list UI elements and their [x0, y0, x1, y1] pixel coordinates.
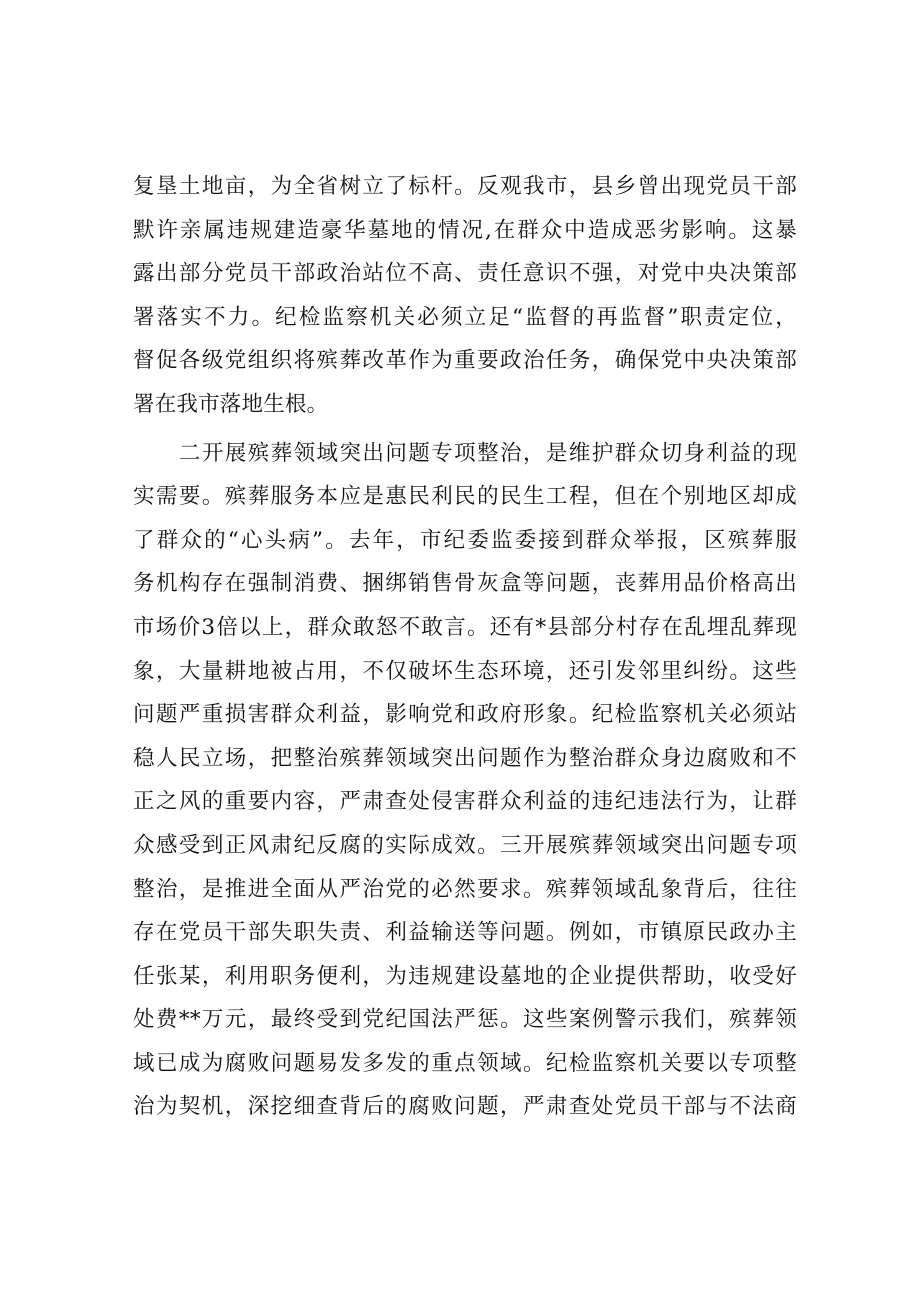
text-line: 署在我市落地生根。 — [133, 391, 329, 417]
text-line: 象，大量耕地被占用，不仅破坏生态环境，还引发邻里纠纷。这些 — [133, 658, 797, 684]
text-line: 问题严重损害群众利益，影响党和政府形象。纪检监察机关必须站 — [133, 702, 797, 728]
text-line: 了群众的“心头病”。去年，市纪委监委接到群众举报，区殡葬服 — [133, 527, 797, 553]
text-line: 任张某，利用职务便利，为违规建设墓地的企业提供帮助，收受好 — [133, 963, 797, 989]
document-body — [133, 165, 797, 1129]
text-line: 稳人民立场，把整治殡葬领域突出问题作为整治群众身边腐败和不 — [133, 745, 797, 771]
text-line: 存在党员干部失职失责、利益输送等问题。例如，市镇原民政办主 — [133, 920, 797, 946]
text-line: 域已成为腐败问题易发多发的重点领域。纪检监察机关要以专项整 — [133, 1050, 797, 1076]
text-line: 复垦土地亩，为全省树立了标杆。反观我市，县乡曾出现党员干部 — [133, 174, 797, 199]
paragraph-2 — [133, 432, 797, 1130]
text-line: 整治，是推进全面从严治党的必然要求。殡葬领域乱象背后，往往 — [133, 876, 797, 902]
text-line: 二开展殡葬领域突出问题专项整治，是维护群众切身利益的现 — [133, 440, 797, 466]
text-line: 众感受到正风肃纪反腐的实际成效。三开展殡葬领域突出问题专项 — [133, 832, 797, 858]
text-line: 默许亲属违规建造豪华墓地的情况,在群众中造成恶劣影响。这暴 — [133, 217, 797, 243]
text-line: 督促各级党组织将殡葬改革作为重要政治任务，确保党中央决策部 — [133, 348, 797, 374]
text-line: 务机构存在强制消费、捆绑销售骨灰盒等问题，丧葬用品价格高出 — [133, 571, 797, 597]
text-line: 署落实不力。纪检监察机关必须立足“监督的再监督”职责定位， — [133, 304, 797, 330]
text-line: 治为契机，深挖细查背后的腐败问题，严肃查处党员干部与不法商 — [133, 1094, 797, 1120]
paragraph-1 — [133, 165, 797, 427]
text-line: 露出部分党员干部政治站位不高、责任意识不强，对党中央决策部 — [133, 261, 797, 287]
text-line: 市场价3倍以上，群众敢怒不敢言。还有*县部分村存在乱埋乱葬现 — [133, 614, 797, 640]
text-line: 正之风的重要内容，严肃查处侵害群众利益的违纪违法行为，让群 — [133, 789, 797, 815]
text-line: 实需要。殡葬服务本应是惠民利民的民生工程，但在个别地区却成 — [133, 484, 797, 510]
text-line: 处费**万元，最终受到党纪国法严惩。这些案例警示我们，殡葬领 — [133, 1007, 797, 1033]
